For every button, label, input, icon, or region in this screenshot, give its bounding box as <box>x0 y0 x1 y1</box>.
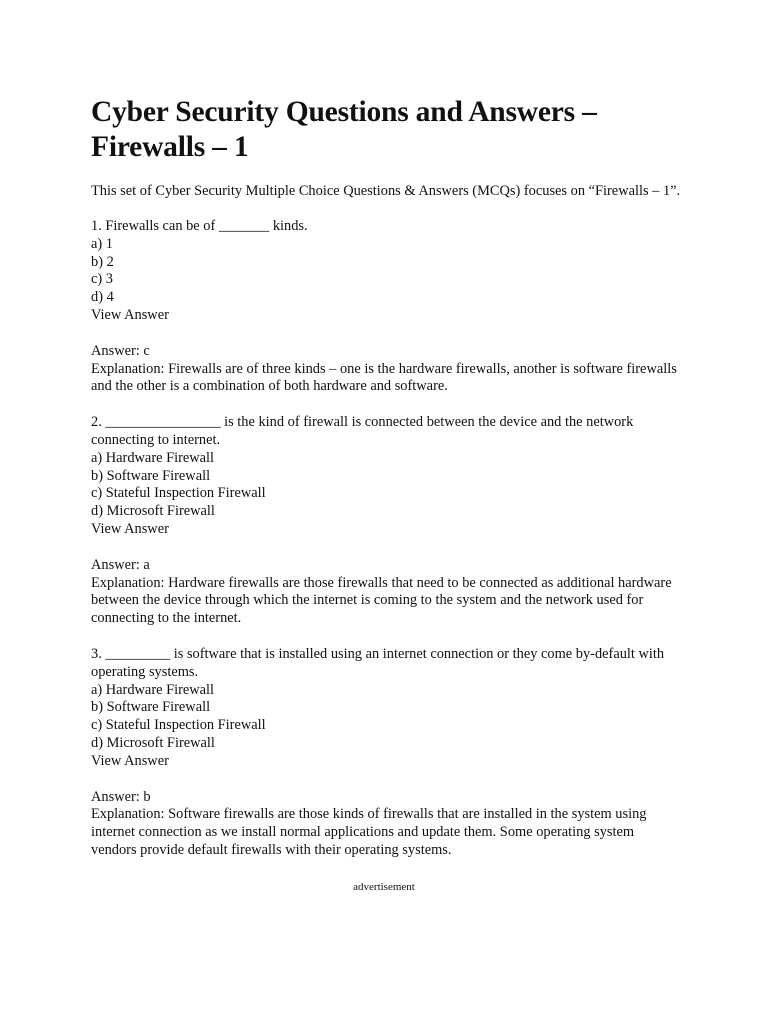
option-a: a) 1 <box>91 235 113 252</box>
option-a: a) Hardware Firewall <box>91 681 215 698</box>
explanation-text: Explanation: Hardware firewalls are those firewalls that need to be connected as additional hardware between the device through which the internet is coming to the system and the network used for connecting to the internet. <box>91 574 672 627</box>
option-b: b) Software Firewall <box>91 699 211 716</box>
answer-3 <box>91 789 681 860</box>
explanation-text: Explanation: Software firewalls are those kinds of firewalls that are installed in the system using internet connection as we install normal applications and update them. Some operating system vendors provide default firewalls with their operating systems. <box>91 806 647 858</box>
option-c: c) Stateful Inspection Firewall <box>91 485 266 502</box>
option-b: b) Software Firewall <box>91 467 211 484</box>
option-c: c) Stateful Inspection Firewall <box>91 717 266 734</box>
question-2 <box>91 414 681 539</box>
view-answer-button[interactable]: View Answer <box>91 520 169 537</box>
options-list <box>91 236 681 307</box>
option-c: c) 3 <box>91 271 113 288</box>
intro-text: This set of Cyber Security Multiple Choice Questions & Answers (MCQs) focuses on “Firewalls – 1”. <box>91 183 681 199</box>
options-list <box>91 682 681 753</box>
advertisement-label: advertisement <box>353 881 415 893</box>
option-d: d) 4 <box>91 289 114 306</box>
question-text: 3. _________ is software that is installed using an internet connection or they come by-default with operating systems. <box>91 645 665 680</box>
view-answer-button[interactable]: View Answer <box>91 752 169 769</box>
option-b: b) 2 <box>91 253 114 270</box>
option-d: d) Microsoft Firewall <box>91 734 215 751</box>
answer-1 <box>91 343 681 396</box>
question-3 <box>91 646 681 771</box>
page-title: Cyber Security Questions and Answers – Firewalls – 1 <box>91 96 597 163</box>
explanation-text: Explanation: Firewalls are of three kinds – one is the hardware firewalls, another is software firewalls and the other is a combination of both hardware and software. <box>91 360 677 395</box>
option-a: a) Hardware Firewall <box>91 449 215 466</box>
question-1 <box>91 218 681 325</box>
answer-label: Answer: b <box>91 788 151 805</box>
article <box>91 95 681 860</box>
answer-2 <box>91 557 681 628</box>
question-text: 2. ________________ is the kind of firewall is connected between the device and the network connecting to internet. <box>91 414 634 448</box>
question-text: 1. Firewalls can be of _______ kinds. <box>91 218 308 234</box>
view-answer-button[interactable]: View Answer <box>91 306 169 323</box>
answer-label: Answer: c <box>91 342 150 359</box>
option-d: d) Microsoft Firewall <box>91 503 215 520</box>
answer-label: Answer: a <box>91 556 150 573</box>
options-list <box>91 450 681 521</box>
